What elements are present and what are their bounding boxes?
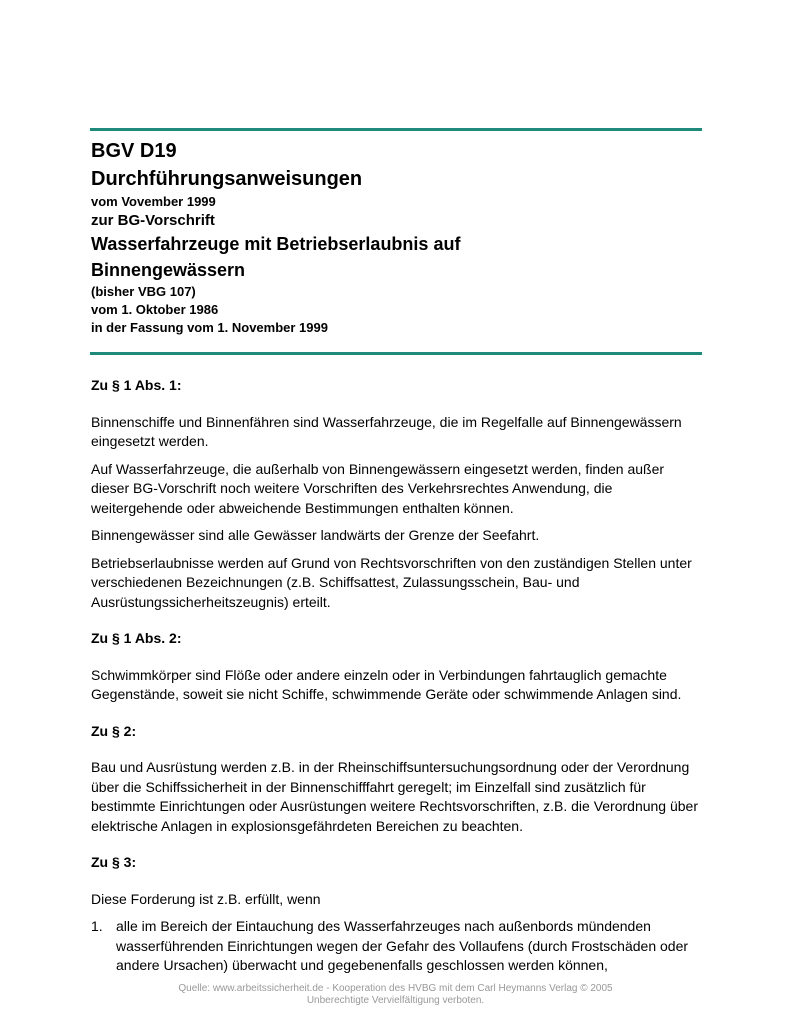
subject-line-1: Wasserfahrzeuge mit Betriebserlaubnis auf xyxy=(91,234,461,254)
former-designation: (bisher VBG 107) xyxy=(91,284,196,299)
paragraph: Binnenschiffe und Binnenfähren sind Wasserfahrzeuge, die im Regelfalle auf Binnengewässern eingesetzt werden. xyxy=(91,413,682,449)
section-title: Zu § 3: xyxy=(91,854,137,870)
version-line: in der Fassung vom 1. November 1999 xyxy=(91,320,328,335)
list-text: alle im Bereich der Eintauchung des Wasserfahrzeuges nach außenbords mündenden wasserführenden Einrichtungen wegen der Gefahr des Vollaufens (durch Frostschäden oder andere Ursachen) überwacht und gegebenenfalls geschlossen werden können, xyxy=(116,918,689,973)
header-top-rule xyxy=(90,128,702,131)
document-header xyxy=(91,137,701,337)
former-date: vom 1. Oktober 1986 xyxy=(91,302,219,317)
subject-line-2: Binnengewässern xyxy=(91,260,246,280)
document-code: BGV D19 xyxy=(91,140,177,162)
regulation-line: zur BG-Vorschrift xyxy=(91,212,215,229)
section-title: Zu § 1 Abs. 2: xyxy=(91,630,182,646)
section-1-abs-1 xyxy=(91,376,706,612)
document-body xyxy=(91,376,706,993)
footer-source: Quelle: www.arbeitssicherheit.de - Kooperation des HVBG mit dem Carl Heymanns Verlag © 2005 xyxy=(178,983,613,994)
paragraph: Diese Forderung ist z.B. erfüllt, wenn xyxy=(91,890,321,907)
section-1-abs-2 xyxy=(91,629,706,705)
paragraph: Betriebserlaubnisse werden auf Grund von Rechtsvorschriften von den zuständigen Stellen unter verschiedenen Bezeichnungen (z.B. Schiffsattest, Zulassungsschein, Bau- und Ausrüstungssicherheitszeugnis) erteilt. xyxy=(91,554,692,610)
footer-copyright: Unberechtigte Vervielfältigung verboten. xyxy=(306,995,485,1006)
paragraph: Schwimmkörper sind Flöße oder andere einzeln oder in Verbindungen fahrtauglich gemachte Gegenstände, soweit sie nicht Schiffe, schwimmende Geräte oder schwimmende Anlagen sind. xyxy=(91,666,682,702)
header-bottom-rule xyxy=(90,352,702,355)
section-title: Zu § 1 Abs. 1: xyxy=(91,377,182,393)
list-item xyxy=(91,917,706,976)
section-2 xyxy=(91,722,706,837)
section-title: Zu § 2: xyxy=(91,722,137,739)
paragraph: Auf Wasserfahrzeuge, die außerhalb von Binnengewässern eingesetzt werden, finden außer dieser BG-Vorschrift noch weitere Vorschriften des Verkehrsrechtes Anwendung, die weitergehende oder abweichende Bestimmungen enthalten können. xyxy=(91,460,665,516)
paragraph: Binnengewässer sind alle Gewässer landwärts der Grenze der Seefahrt. xyxy=(91,527,540,543)
list-number: 1. xyxy=(91,918,103,934)
section-3 xyxy=(91,853,706,976)
page-footer xyxy=(0,983,791,1007)
paragraph: Bau und Ausrüstung werden z.B. in der Rheinschiffsuntersuchungsordnung oder der Verordnung über die Schiffssicherheit in der Binnenschifffahrt geregelt; im Einzelfall sind zusätzlich für bestimmte Einrichtungen oder Ausrüstungen weitere Rechtsvorschriften, z.B. die Verordnung über elektrische Anlagen in explosionsgefährdeten Bereichen zu beachten. xyxy=(91,759,698,834)
document-title: Durchführungsanweisungen xyxy=(91,168,363,190)
document-date: vom Vovember 1999 xyxy=(91,194,216,209)
